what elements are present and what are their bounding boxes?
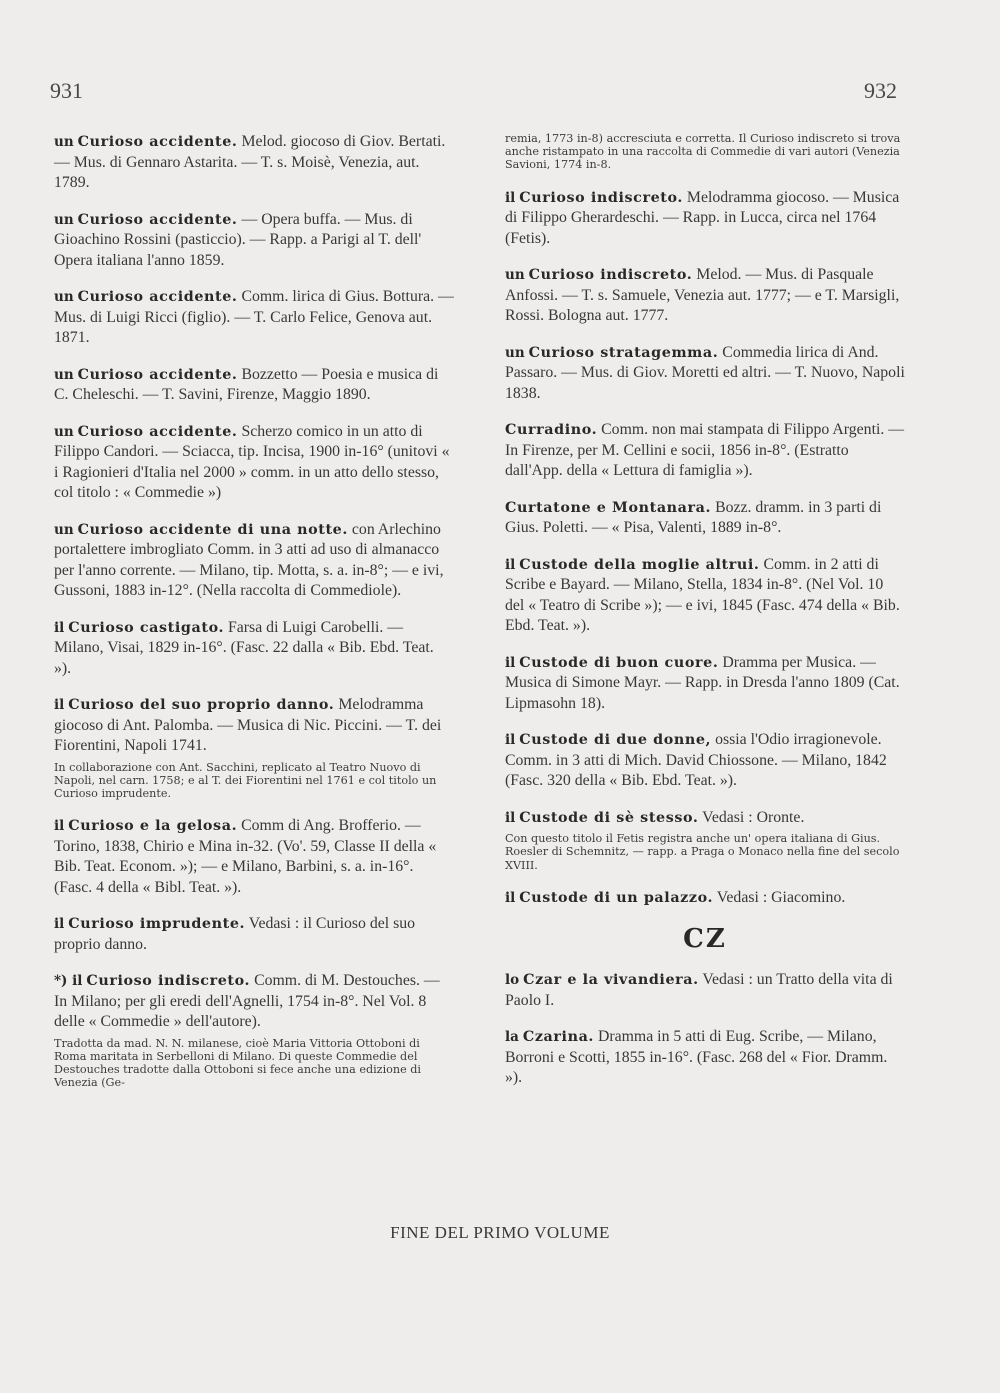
entry-article: *) il — [54, 973, 83, 990]
catalog-entry — [505, 1027, 905, 1089]
entry-title: Curioso accidente. — [77, 423, 238, 440]
entry-title: Custode di due donne, — [519, 732, 712, 749]
entry-description: Comm. di M. Destouches. — In Milano; per gli eredi dell'Agnelli, 1754 in-8°. Nel Vol. 8 delle « Commedie » dell'autore). — [54, 972, 440, 1031]
entry-title: Curtatone e Montanara. — [505, 499, 712, 516]
catalog-entry — [505, 188, 905, 250]
entry-article: un — [54, 134, 74, 150]
entry-article: lo — [505, 972, 520, 989]
entry-description: Vedasi : il Curioso del suo proprio danno. — [54, 915, 416, 953]
entry-title: Custode di un palazzo. — [519, 889, 714, 906]
entry-article: il — [54, 619, 65, 636]
catalog-entry — [54, 210, 454, 272]
entry-article: il — [505, 732, 516, 749]
entry-title: Custode di sè stesso. — [519, 809, 699, 826]
entry-description: Melod. giocoso di Giov. Bertati. — Mus. di Gennaro Astarita. — T. s. Moisè, Venezia, aut. 1789. — [54, 133, 446, 191]
page-number-right: 932 — [864, 78, 897, 103]
entry-description: Dramma per Musica. — Musica di Simone Mayr. — Rapp. in Dresda l'anno 1809 (Cat. Lipmasohn 18). — [505, 653, 900, 712]
entry-article: il — [505, 654, 516, 671]
entry-article: il — [54, 697, 65, 713]
right-column — [505, 132, 905, 1105]
entry-article: il — [505, 556, 516, 573]
entry-title: Curioso imprudente. — [68, 916, 246, 933]
entry-title: Curioso e la gelosa. — [68, 818, 238, 835]
entry-note: In collaborazione con Ant. Sacchini, replicato al Teatro Nuovo di Napoli, nel carn. 1758; e al T. dei Fiorentini nel 1761 e col titolo un Curioso imprudente. — [54, 760, 437, 800]
catalog-entry — [54, 132, 454, 194]
catalog-entry — [505, 730, 905, 792]
catalog-entry — [54, 971, 454, 1033]
entry-title: Curradino. — [505, 422, 598, 439]
entry-description: Farsa di Luigi Carobelli. — Milano, Visai, 1829 in-16°. (Fasc. 22 dalla « Bib. Ebd. Teat. »). — [54, 618, 434, 677]
catalog-entry — [505, 653, 905, 715]
left-column — [54, 132, 454, 1105]
entry-title: Czarina. — [522, 1029, 595, 1046]
catalog-entry — [505, 808, 905, 829]
entry-description: Comm. in 2 atti di Scribe e Bayard. — Milano, Stella, 1834 in-8°. (Nel Vol. 10 del « Teatro di Scribe »); — e ivi, 1845 (Fasc. 474 della « Bib. Ebd. Teat. »). — [505, 555, 900, 635]
entry-description: Bozzetto — Poesia e musica di C. Cheleschi. — T. Savini, Firenze, Maggio 1890. — [54, 365, 439, 403]
entry-article: un — [54, 289, 74, 305]
entry-note: Con questo titolo il Fetis registra anche un' opera italiana di Gius. Roesler di Schemnitz, — rapp. a Praga o Monaco nella fine del secolo XVIII. — [505, 832, 900, 872]
entry-note: Tradotta da mad. N. N. milanese, cioè Maria Vittoria Ottoboni di Roma maritata in Serbelloni di Milano. Di queste Commedie del Destouches tradotte dalla Ottoboni si fece anche una edizione di Venezia (Ge- — [54, 1036, 422, 1090]
catalog-entry — [505, 265, 905, 327]
catalog-entry — [54, 365, 454, 406]
catalog-entry — [54, 816, 454, 898]
entry-article: il — [505, 889, 516, 906]
entry-description: Vedasi : un Tratto della vita di Paolo I. — [505, 971, 893, 1009]
catalog-entry — [505, 343, 905, 405]
entry-article: un — [505, 267, 525, 284]
entry-title: Custode della moglie altrui. — [519, 556, 760, 573]
entry-title: Curioso accidente. — [77, 211, 238, 228]
entry-title: Curioso accidente. — [77, 289, 238, 305]
entry-article: un — [54, 211, 74, 228]
entry-article: il — [505, 809, 516, 826]
entry-description: Scherzo comico in un atto di Filippo Candori. — Sciacca, tip. Incisa, 1900 in-16° (unitovi « i Ragionieri d'Italia nel 2000 » comm. in un atto dello stesso, col titolo : « Commedie ») — [54, 422, 450, 501]
catalog-entry — [54, 914, 454, 955]
catalog-entry — [54, 695, 454, 757]
entry-title: Curioso castigato. — [68, 619, 225, 636]
entry-article: un — [54, 366, 74, 383]
entry-description: Bozz. dramm. in 3 parti di Gius. Poletti. — « Pisa, Valenti, 1889 in-8°. — [505, 498, 882, 537]
catalog-entry — [505, 420, 905, 482]
entry-article: la — [505, 1029, 519, 1046]
section-heading: CZ — [683, 924, 727, 955]
page-number-left: 931 — [50, 78, 83, 103]
entry-description: — Opera buffa. — Mus. di Gioachino Rossini (pasticcio). — Rapp. a Parigi al T. dell' Opera italiana l'anno 1859. — [54, 210, 422, 269]
entry-title: Czar e la vivandiera. — [523, 972, 699, 989]
entry-title: Curioso del suo proprio danno. — [68, 697, 335, 713]
entry-description: Comm di Ang. Brofferio. — Torino, 1838, Chirio e Mina in-32. (Vo'. 59, Classe II della « Bib. Teat. Econom. »); — e Milano, Barbini, s. a. in-16°. (Fasc. 4 della « Bibl. Teat. »). — [54, 817, 437, 896]
entry-article: il — [505, 189, 516, 206]
entry-title: Curioso indiscreto. — [519, 189, 683, 206]
entry-article: il — [54, 818, 65, 835]
entry-description: Vedasi : Giacomino. — [716, 888, 846, 906]
entry-article: un — [54, 521, 74, 538]
catalog-entry — [505, 555, 905, 637]
catalog-entry — [505, 498, 905, 539]
entry-description: ossia l'Odio irragionevole. Comm. in 3 atti di Mich. David Chiossone. — Milano, 1842 (Fasc. 320 della « Bib. Ebd. Teat. »). — [505, 731, 887, 790]
entry-description: Melod. — Mus. di Pasquale Anfossi. — T. s. Samuele, Venezia aut. 1777; — e T. Marsigli, Rossi. Bologna aut. 1777. — [505, 266, 900, 325]
entry-title: Custode di buon cuore. — [519, 654, 719, 671]
catalog-entry — [505, 888, 905, 909]
entry-note: remia, 1773 in-8) accresciuta e corretta. Il Curioso indiscreto si trova anche ristampato in una raccolta di Commedie di vari autori (Venezia Savioni, 1774 in-8. — [505, 132, 901, 172]
entry-description: Dramma in 5 atti di Eug. Scribe, — Milano, Borroni e Scotti, 1855 in-16°. (Fasc. 268 del « Fior. Dramm. »). — [505, 1028, 888, 1087]
entry-title: Curioso accidente. — [77, 366, 238, 383]
entry-description: Melodramma giocoso. — Musica di Filippo Gherardeschi. — Rapp. in Lucca, circa nel 1764 (Fetis). — [505, 188, 900, 247]
entry-description: con Arlechino portalettere imbrogliato Comm. in 3 atti ad uso di almanacco per l'anno corrente. — Milano, tip. Motta, s. a. in-8°; — e ivi, Gussoni, 1883 in-12°. (Nella raccolta di Commediole). — [54, 520, 444, 599]
entry-article: un — [505, 344, 525, 361]
catalog-entry — [54, 287, 454, 349]
entry-description: Commedia lirica di And. Passaro. — Mus. di Giov. Moretti ed altri. — T. Nuovo, Napoli 1838. — [505, 343, 905, 402]
entry-title: Curioso indiscreto. — [86, 973, 251, 990]
volume-end-footer: FINE DEL PRIMO VOLUME — [390, 1223, 610, 1242]
catalog-entry — [505, 970, 905, 1011]
catalog-entry — [54, 422, 454, 504]
catalog-entry — [54, 520, 454, 602]
entry-title: Curioso accidente. — [77, 134, 238, 150]
entry-article: un — [54, 423, 74, 440]
entry-description: Vedasi : Oronte. — [702, 808, 805, 826]
entry-description: Comm. non mai stampata di Filippo Argenti. — In Firenze, per M. Cellini e socii, 1856 in-8°. (Estratto dall'App. della « Lettura di famiglia »). — [505, 421, 905, 480]
entry-title: Curioso accidente di una notte. — [77, 521, 348, 538]
entry-description: Melodramma giocoso di Ant. Palomba. — Musica di Nic. Piccini. — T. dei Fiorentini, Napoli 1741. — [54, 696, 442, 754]
entry-title: Curioso indiscreto. — [528, 267, 693, 284]
entry-description: Comm. lirica di Gius. Bottura. — Mus. di Luigi Ricci (figlio). — T. Carlo Felice, Genova aut. 1871. — [54, 288, 454, 346]
catalog-entry — [54, 618, 454, 680]
entry-title: Curioso stratagemma. — [528, 344, 719, 361]
entry-article: il — [54, 916, 65, 933]
